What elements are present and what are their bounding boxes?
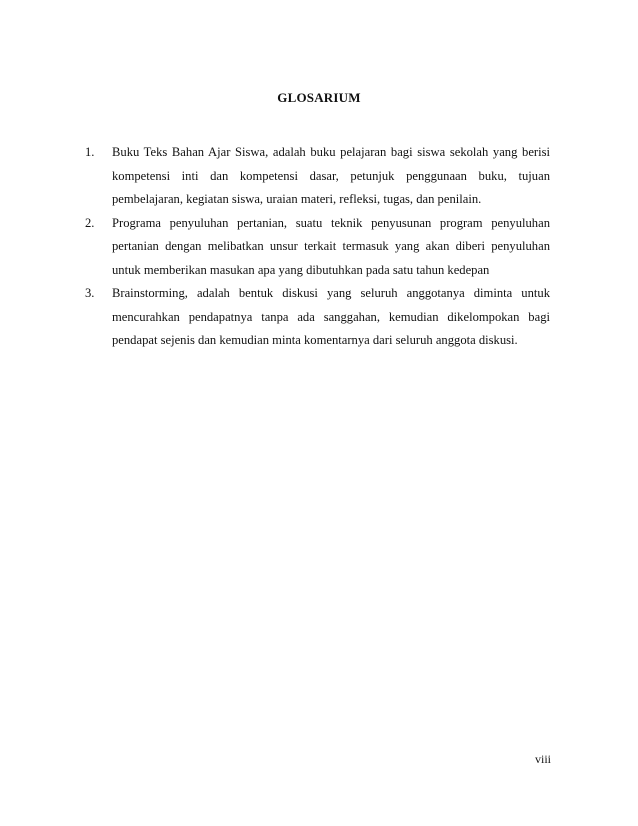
glossary-list xyxy=(82,141,550,353)
entry-number: 1. xyxy=(85,145,95,159)
glossary-entry-2 xyxy=(82,212,550,283)
glossary-entry-1 xyxy=(82,141,550,212)
entry-number: 3. xyxy=(85,286,95,300)
entry-number: 2. xyxy=(85,215,95,230)
entry-text: Programa penyuluhan pertanian, suatu teknik penyusunan program penyuluhan pertanian dengan melibatkan unsur terkait termasuk yang akan diberi penyuluhan untuk memberikan masukan apa yang dibutuhkan pada satu tahun kedepan xyxy=(112,215,550,277)
entry-text: Buku Teks Bahan Ajar Siswa, adalah buku pelajaran bagi siswa sekolah yang berisi kompetensi inti dan kompetensi dasar, petunjuk penggunaan buku, tujuan pembelajaran, kegiatan siswa, uraian materi, refleksi, tugas, dan penilain. xyxy=(112,145,550,206)
page-title: GLOSARIUM xyxy=(277,90,361,105)
entry-text: Brainstorming, adalah bentuk diskusi yang seluruh anggotanya diminta untuk mencurahkan pendapatnya tanpa ada sanggahan, kemudian dikelompokan bagi pendapat sejenis dan kemudian minta komentarnya dari seluruh anggota diskusi. xyxy=(112,286,550,347)
glossary-entry-3 xyxy=(82,282,550,353)
page-number: viii xyxy=(534,752,551,766)
